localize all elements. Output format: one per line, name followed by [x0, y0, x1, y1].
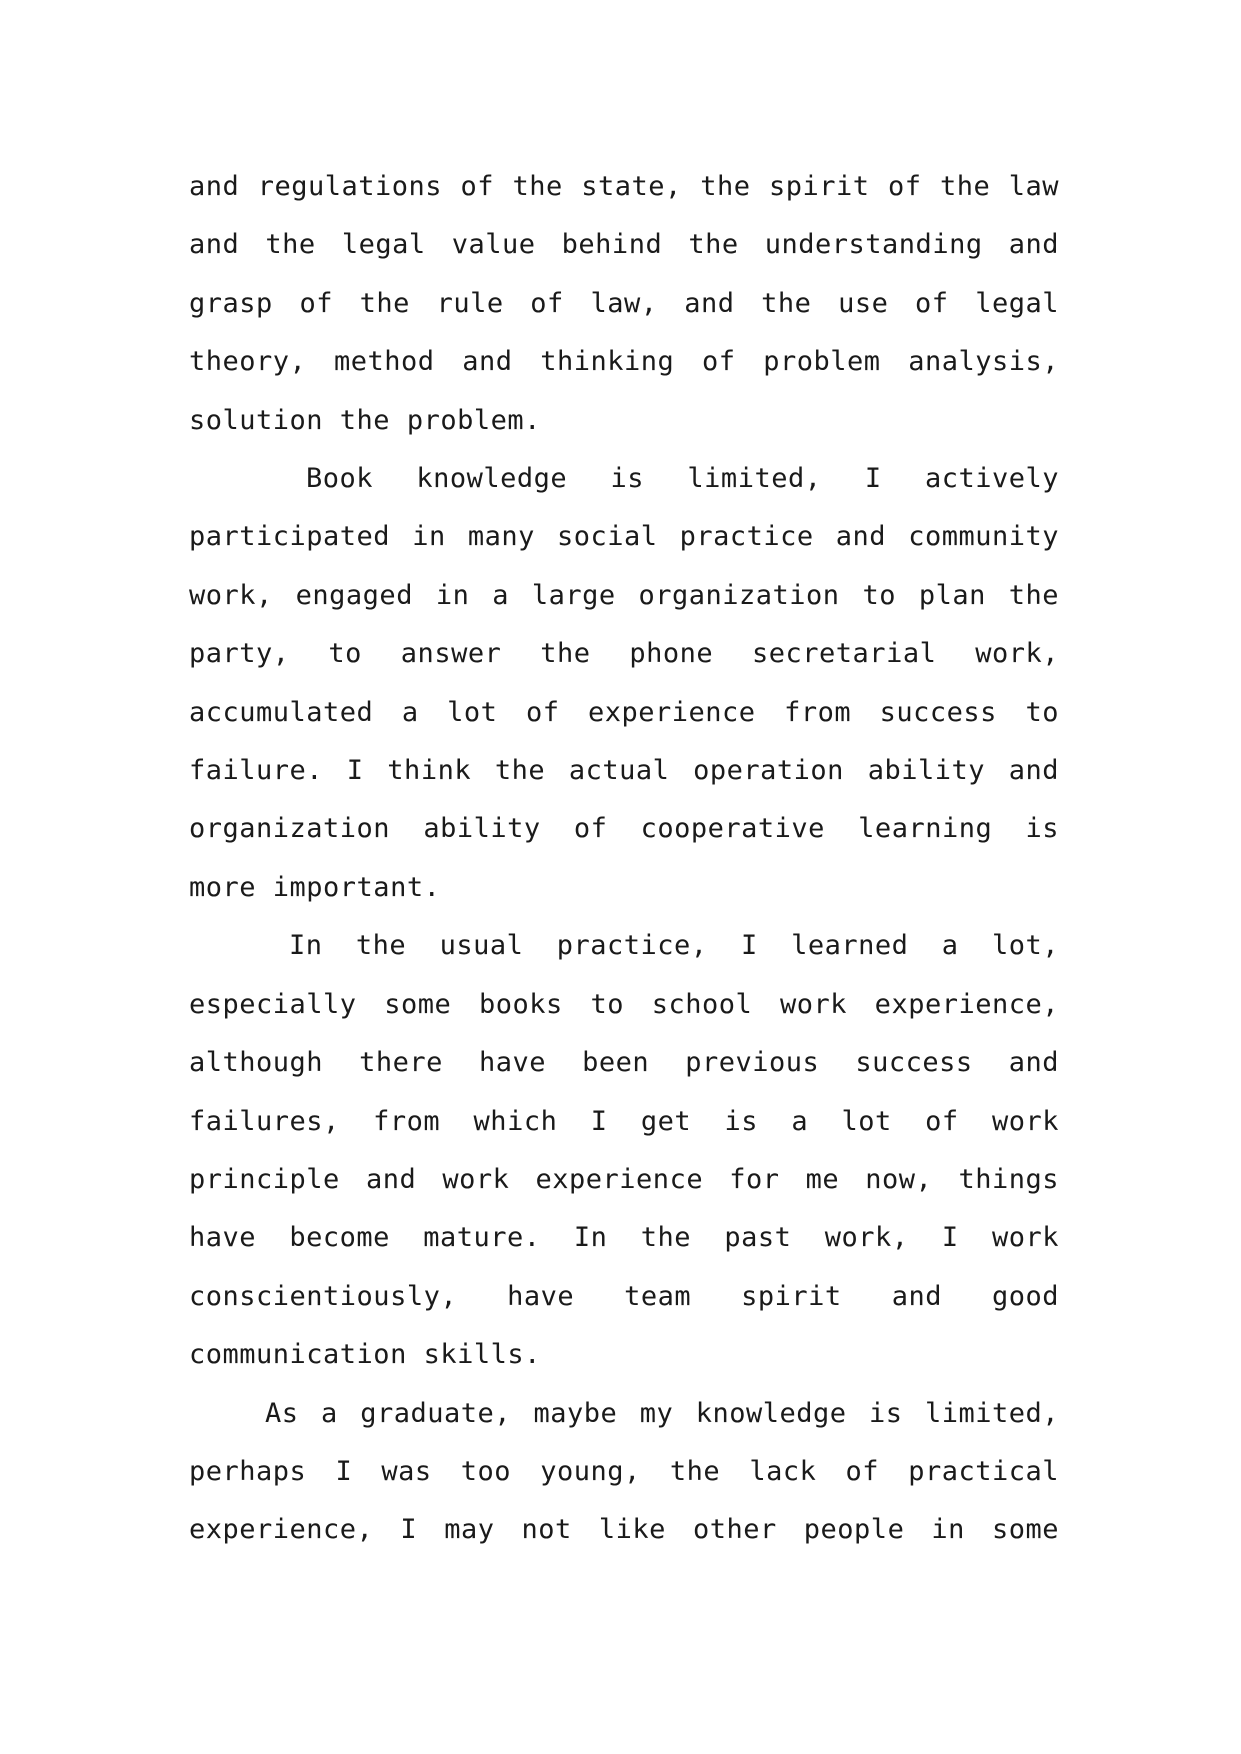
paragraph: In the usual practice, I learned a lot, especially some books to school work experience, although there have been previous success and failures, from which I get is a lot of work principle and work experience for me now, things have become mature. In the past work, I work conscientiously, have team spirit and good communication skills.: [189, 930, 1059, 1371]
document-body: [189, 158, 1059, 1560]
paragraph: and regulations of the state, the spirit of the law and the legal value behind the understanding and grasp of the rule of law, and the use of legal theory, method and thinking of problem analysis, solution the problem.: [189, 171, 1059, 436]
paragraph: Book knowledge is limited, I actively participated in many social practice and community work, engaged in a large organization to plan the party, to answer the phone secretarial work, accumulated a lot of experience from success to failure. I think the actual operation ability and organization ability of cooperative learning is more important.: [189, 463, 1059, 903]
paragraph: As a graduate, maybe my knowledge is limited, perhaps I was too young, the lack of practical experience, I may not like other people in some: [189, 1397, 1059, 1546]
